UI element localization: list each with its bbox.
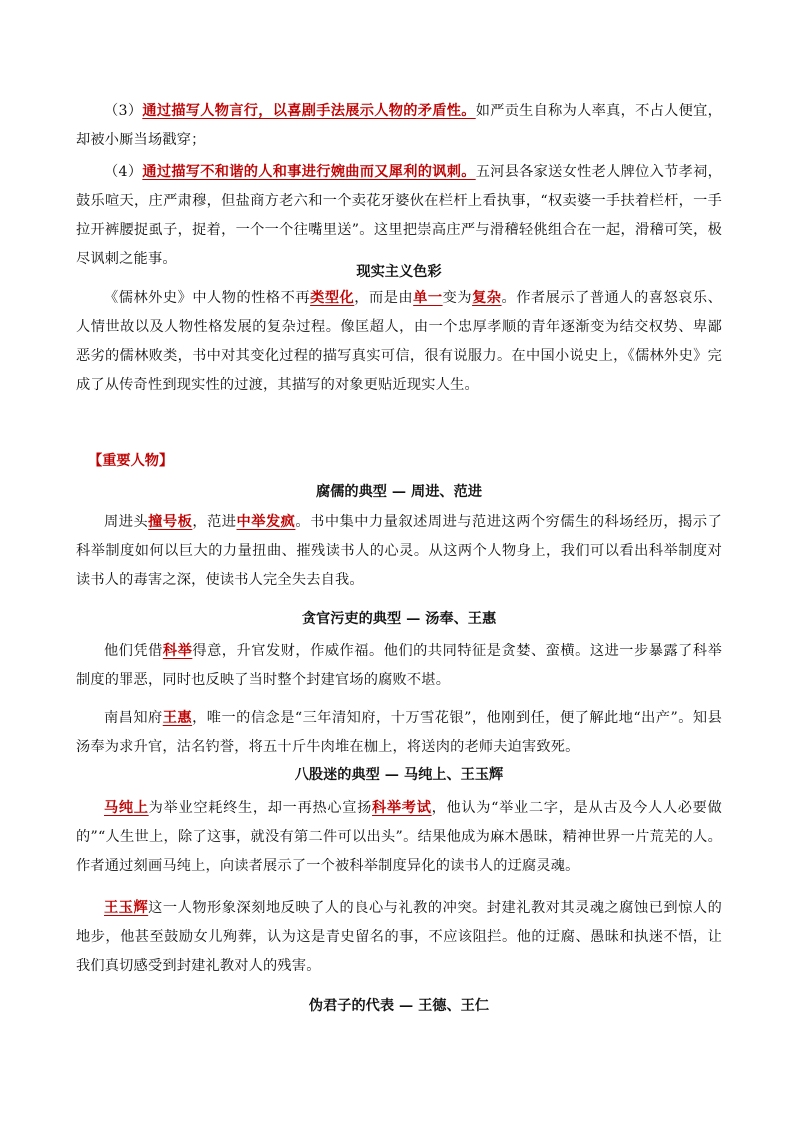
emphasis-text: 通过描写人物言行，以喜剧手法展示人物的矛盾性。 [142,103,476,119]
paragraph-item-3 [76,97,722,155]
paragraph-text: 五河县各家送女性老人牌位入节孝祠，鼓乐喧天，庄严肃穆，但盐商方老六和一个卖花牙婆伙在栏杆上看执事，“权卖婆一手扶着栏杆，一手拉开裤腰捉虱子，捉着，一个一个往嘴里送”。这里把崇高庄严与滑稽轻佻组合在一起，滑稽可笑，极尽讽刺之能事。 [76,164,722,267]
paragraph-pedants [76,508,722,595]
section-heading-corrupt-officials: 贪官污吏的典型 — 汤奉、王惠 [301,611,497,627]
paragraph-text: 他们凭借 [104,643,163,659]
paragraph-text: 《儒林外史》中人物的性格不再 [104,290,311,306]
section-heading-eight-legged: 八股迷的典型 — 马纯上、王玉辉 [294,767,504,783]
paragraph-eight-legged-2 [76,894,722,981]
highlight-term: 类型化 [310,290,355,306]
paragraph-text: ，范进 [192,514,237,530]
paragraph-text: 如严贡生自称为人率真，不占人便宜，却被小厮当场戳穿； [76,103,722,148]
highlight-term: 马纯上 [104,800,149,816]
paragraph-text: 这一人物形象深刻地反映了人的良心与礼教的冲突。封建礼教对其灵魂之腐蚀已到惊人的地步，他甚至鼓励女儿殉葬，认为这是青史留名的事，不应该阻拦。他的迂腐、愚昧和执迷不悟，让我们真切感受到封建礼教对人的残害。 [76,900,722,974]
paragraph-text: 为举业空耗终生，却一再热心宣扬 [148,800,373,816]
section-heading-realism: 现实主义色彩 [356,264,442,280]
paragraph-item-4 [76,158,722,274]
highlight-term: 复杂 [472,290,502,306]
section-heading-hypocrites: 伪君子的代表 — 王德、王仁 [308,998,490,1014]
highlight-term: 单一 [413,290,443,306]
paragraph-text: 。作者展示了普通人的喜怒哀乐、人情世故以及人物性格发展的复杂过程。像匡超人，由一个忠厚孝顺的青年逐渐变为结交权势、卑鄙恶劣的儒林败类，书中对其变化过程的描写真实可信，很有说服力。在中国小说史上，《儒林外史》完成了从传奇性到现实性的过渡，其描写的对象更贴近现实人生。 [76,290,722,393]
highlight-term: 王玉辉 [104,900,149,916]
important-characters-tag: 【重要人物】 [88,453,174,469]
paragraph-corrupt-officials-1 [76,637,722,695]
paragraph-text: 得意，升官发财，作威作福。他们的共同特征是贪婪、蛮横。这进一步暴露了科举制度的罪恶，同时也反映了当时整个封建官场的腐败不堪。 [76,643,722,688]
paragraph-text: 变为 [442,290,473,306]
highlight-term: 科举 [162,643,193,659]
paragraph-text: ，唯一的信念是“三年清知府，十万雪花银”，他刚到任，便了解此地“出产”。知县汤奉为求升官，沽名钓誉，将五十斤牛肉堆在枷上，将送肉的老师夫迫害致死。 [76,710,722,755]
paragraph-text: 南昌知府 [104,710,163,726]
paragraph-text: 。书中集中力量叙述周进与范进这两个穷儒生的科场经历，揭示了科举制度如何以巨大的力量扭曲、摧残读书人的心灵。从这两个人物身上，我们可以看出科举制度对读书人的毒害之深，使读书人完全失去自我。 [76,514,722,588]
highlight-term: 科举考试 [372,800,432,816]
paragraph-corrupt-officials-2 [76,704,722,762]
highlight-term: 撞号板 [148,514,193,530]
paragraph-text: 周进头 [104,514,149,530]
item-number: （4） [104,164,143,180]
paragraph-eight-legged-1 [76,794,722,881]
emphasis-text: 通过描写不和谐的人和事进行婉曲而又犀利的讽刺。 [142,164,476,180]
item-number: （3） [104,103,143,119]
highlight-term: 中举发疯 [236,514,296,530]
paragraph-text: ，他认为“举业二字，是从古及今人人必要做的”“人生世上，除了这事，就没有第二件可以出头”。结果他成为麻木愚昧，精神世界一片荒芜的人。作者通过刻画马纯上，向读者展示了一个被科举制度异化的读书人的迂腐灵魂。 [76,800,722,874]
paragraph-text: ，而是由 [354,290,414,306]
highlight-term: 王惠 [162,710,193,726]
paragraph-realism [76,284,722,400]
section-heading-pedants: 腐儒的典型 — 周进、范进 [316,484,482,500]
